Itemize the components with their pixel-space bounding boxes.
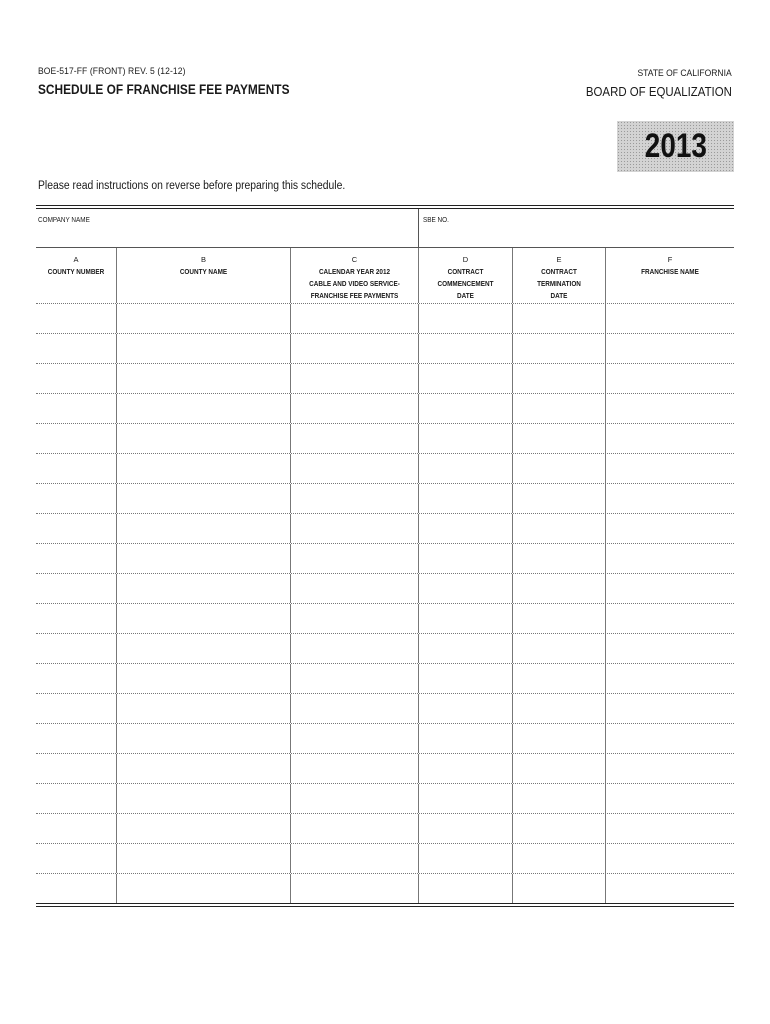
fee-payments-cell[interactable] <box>291 844 419 873</box>
commencement-date-cell[interactable] <box>419 484 513 513</box>
col-title: FRANCHISE FEE PAYMENTS <box>310 291 399 300</box>
col-letter: F <box>667 255 673 264</box>
col-header-b <box>117 248 291 303</box>
fee-payments-cell[interactable] <box>291 304 419 333</box>
col-letter: E <box>556 255 562 264</box>
fee-payments-cell[interactable] <box>291 634 419 663</box>
county-name-cell[interactable] <box>117 454 291 483</box>
county-name-cell[interactable] <box>117 394 291 423</box>
termination-date-cell[interactable] <box>513 544 606 573</box>
fee-payments-cell[interactable] <box>291 604 419 633</box>
table-row <box>36 604 734 634</box>
column-header-row <box>36 248 734 304</box>
commencement-date-cell[interactable] <box>419 724 513 753</box>
county-name-cell[interactable] <box>117 724 291 753</box>
county-name-cell[interactable] <box>117 784 291 813</box>
fee-payments-cell[interactable] <box>291 484 419 513</box>
county-number-cell[interactable] <box>36 724 117 753</box>
state-label: STATE OF CALIFORNIA <box>637 68 732 79</box>
table-row <box>36 544 734 574</box>
county-name-cell[interactable] <box>117 604 291 633</box>
termination-date-cell[interactable] <box>513 514 606 543</box>
form-title: SCHEDULE OF FRANCHISE FEE PAYMENTS <box>38 82 290 97</box>
fee-payments-cell[interactable] <box>291 394 419 423</box>
table-row <box>36 574 734 604</box>
commencement-date-cell[interactable] <box>419 304 513 333</box>
franchise-name-cell[interactable] <box>606 394 734 423</box>
schedule-form <box>36 205 734 907</box>
franchise-name-cell[interactable] <box>606 814 734 843</box>
franchise-name-cell[interactable] <box>606 844 734 873</box>
franchise-name-cell[interactable] <box>606 484 734 513</box>
commencement-date-cell[interactable] <box>419 364 513 393</box>
franchise-name-cell[interactable] <box>606 694 734 723</box>
county-name-cell[interactable] <box>117 844 291 873</box>
commencement-date-cell[interactable] <box>419 334 513 363</box>
agency-label: BOARD OF EQUALIZATION <box>586 84 732 99</box>
franchise-name-cell[interactable] <box>606 424 734 453</box>
fee-payments-cell[interactable] <box>291 424 419 453</box>
termination-date-cell[interactable] <box>513 784 606 813</box>
table-row <box>36 514 734 544</box>
termination-date-cell[interactable] <box>513 814 606 843</box>
franchise-name-cell[interactable] <box>606 304 734 333</box>
commencement-date-cell[interactable] <box>419 454 513 483</box>
col-title: COUNTY NUMBER <box>47 267 105 276</box>
county-number-cell[interactable] <box>36 604 117 633</box>
county-name-cell[interactable] <box>117 664 291 693</box>
county-number-cell[interactable] <box>36 844 117 873</box>
year-label: 2013 <box>644 127 707 165</box>
col-header-e <box>513 248 606 303</box>
commencement-date-cell[interactable] <box>419 754 513 783</box>
county-name-cell[interactable] <box>117 694 291 723</box>
commencement-date-cell[interactable] <box>419 694 513 723</box>
franchise-name-cell[interactable] <box>606 334 734 363</box>
fee-payments-cell[interactable] <box>291 874 419 903</box>
company-row <box>36 209 734 248</box>
company-name-label: COMPANY NAME <box>38 215 90 224</box>
table-row <box>36 424 734 454</box>
commencement-date-cell[interactable] <box>419 424 513 453</box>
county-number-cell[interactable] <box>36 574 117 603</box>
county-number-cell[interactable] <box>36 424 117 453</box>
table-row <box>36 664 734 694</box>
fee-payments-cell[interactable] <box>291 814 419 843</box>
termination-date-cell[interactable] <box>513 694 606 723</box>
termination-date-cell[interactable] <box>513 454 606 483</box>
col-title: CALENDAR YEAR 2012 <box>318 267 391 276</box>
county-number-cell[interactable] <box>36 664 117 693</box>
termination-date-cell[interactable] <box>513 874 606 903</box>
col-title: DATE <box>457 291 474 300</box>
termination-date-cell[interactable] <box>513 394 606 423</box>
franchise-name-cell[interactable] <box>606 874 734 903</box>
table-row <box>36 754 734 784</box>
termination-date-cell[interactable] <box>513 604 606 633</box>
fee-payments-cell[interactable] <box>291 364 419 393</box>
col-title: CABLE AND VIDEO SERVICE- <box>309 279 400 288</box>
franchise-name-cell[interactable] <box>606 754 734 783</box>
county-name-cell[interactable] <box>117 364 291 393</box>
table-row <box>36 634 734 664</box>
franchise-name-cell[interactable] <box>606 784 734 813</box>
table-row <box>36 874 734 903</box>
table-row <box>36 304 734 334</box>
termination-date-cell[interactable] <box>513 634 606 663</box>
termination-date-cell[interactable] <box>513 574 606 603</box>
col-title: FRANCHISE NAME <box>641 267 699 276</box>
county-number-cell[interactable] <box>36 694 117 723</box>
franchise-name-cell[interactable] <box>606 724 734 753</box>
county-number-cell[interactable] <box>36 544 117 573</box>
county-number-cell[interactable] <box>36 784 117 813</box>
termination-date-cell[interactable] <box>513 664 606 693</box>
commencement-date-cell[interactable] <box>419 514 513 543</box>
county-number-cell[interactable] <box>36 394 117 423</box>
county-number-cell[interactable] <box>36 814 117 843</box>
franchise-name-cell[interactable] <box>606 544 734 573</box>
county-number-cell[interactable] <box>36 514 117 543</box>
form-id: BOE-517-FF (FRONT) REV. 5 (12-12) <box>38 66 186 77</box>
col-title: TERMINATION <box>537 279 581 288</box>
bottom-rule <box>36 903 734 907</box>
franchise-name-cell[interactable] <box>606 364 734 393</box>
commencement-date-cell[interactable] <box>419 874 513 903</box>
sbe-no-field[interactable] <box>419 209 734 247</box>
table-row <box>36 844 734 874</box>
termination-date-cell[interactable] <box>513 754 606 783</box>
table-row <box>36 724 734 754</box>
table-row <box>36 814 734 844</box>
termination-date-cell[interactable] <box>513 724 606 753</box>
county-number-cell[interactable] <box>36 874 117 903</box>
col-title: COUNTY NAME <box>179 267 228 276</box>
commencement-date-cell[interactable] <box>419 814 513 843</box>
franchise-name-cell[interactable] <box>606 514 734 543</box>
county-number-cell[interactable] <box>36 304 117 333</box>
franchise-name-cell[interactable] <box>606 574 734 603</box>
col-header-a <box>36 248 117 303</box>
county-number-cell[interactable] <box>36 454 117 483</box>
fee-payments-cell[interactable] <box>291 574 419 603</box>
commencement-date-cell[interactable] <box>419 604 513 633</box>
county-name-cell[interactable] <box>117 424 291 453</box>
sbe-no-label: SBE NO. <box>423 215 449 224</box>
table-row <box>36 454 734 484</box>
col-header-f <box>606 248 734 303</box>
company-name-field[interactable] <box>36 209 419 247</box>
county-name-cell[interactable] <box>117 544 291 573</box>
termination-date-cell[interactable] <box>513 334 606 363</box>
commencement-date-cell[interactable] <box>419 544 513 573</box>
county-name-cell[interactable] <box>117 304 291 333</box>
fee-payments-cell[interactable] <box>291 544 419 573</box>
col-title: CONTRACT <box>541 267 577 276</box>
fee-payments-cell[interactable] <box>291 724 419 753</box>
commencement-date-cell[interactable] <box>419 394 513 423</box>
county-name-cell[interactable] <box>117 574 291 603</box>
county-number-cell[interactable] <box>36 334 117 363</box>
county-number-cell[interactable] <box>36 754 117 783</box>
col-header-c <box>291 248 419 303</box>
col-title: CONTRACT <box>447 267 484 276</box>
table-row <box>36 784 734 814</box>
table-row <box>36 364 734 394</box>
termination-date-cell[interactable] <box>513 844 606 873</box>
franchise-name-cell[interactable] <box>606 634 734 663</box>
col-header-d <box>419 248 513 303</box>
fee-payments-cell[interactable] <box>291 754 419 783</box>
termination-date-cell[interactable] <box>513 484 606 513</box>
county-name-cell[interactable] <box>117 634 291 663</box>
franchise-name-cell[interactable] <box>606 664 734 693</box>
col-letter: B <box>200 255 206 264</box>
table-row <box>36 694 734 724</box>
col-title: DATE <box>550 291 568 300</box>
table-row <box>36 484 734 514</box>
franchise-name-cell[interactable] <box>606 604 734 633</box>
table-body <box>36 304 734 903</box>
fee-payments-cell[interactable] <box>291 784 419 813</box>
county-name-cell[interactable] <box>117 484 291 513</box>
fee-payments-cell[interactable] <box>291 664 419 693</box>
commencement-date-cell[interactable] <box>419 574 513 603</box>
col-letter: C <box>351 255 358 264</box>
commencement-date-cell[interactable] <box>419 784 513 813</box>
fee-payments-cell[interactable] <box>291 334 419 363</box>
termination-date-cell[interactable] <box>513 364 606 393</box>
county-name-cell[interactable] <box>117 754 291 783</box>
year-box <box>617 121 734 172</box>
fee-payments-cell[interactable] <box>291 514 419 543</box>
commencement-date-cell[interactable] <box>419 844 513 873</box>
commencement-date-cell[interactable] <box>419 634 513 663</box>
commencement-date-cell[interactable] <box>419 664 513 693</box>
col-letter: A <box>73 255 79 264</box>
county-number-cell[interactable] <box>36 484 117 513</box>
instructions: Please read instructions on reverse before preparing this schedule. <box>38 180 346 192</box>
col-title: COMMENCEMENT <box>437 279 494 288</box>
county-number-cell[interactable] <box>36 634 117 663</box>
county-name-cell[interactable] <box>117 514 291 543</box>
termination-date-cell[interactable] <box>513 304 606 333</box>
county-number-cell[interactable] <box>36 364 117 393</box>
county-name-cell[interactable] <box>117 334 291 363</box>
table-row <box>36 334 734 364</box>
termination-date-cell[interactable] <box>513 424 606 453</box>
county-name-cell[interactable] <box>117 814 291 843</box>
fee-payments-cell[interactable] <box>291 694 419 723</box>
fee-payments-cell[interactable] <box>291 454 419 483</box>
county-name-cell[interactable] <box>117 874 291 903</box>
col-letter: D <box>462 255 469 264</box>
franchise-name-cell[interactable] <box>606 454 734 483</box>
table-row <box>36 394 734 424</box>
